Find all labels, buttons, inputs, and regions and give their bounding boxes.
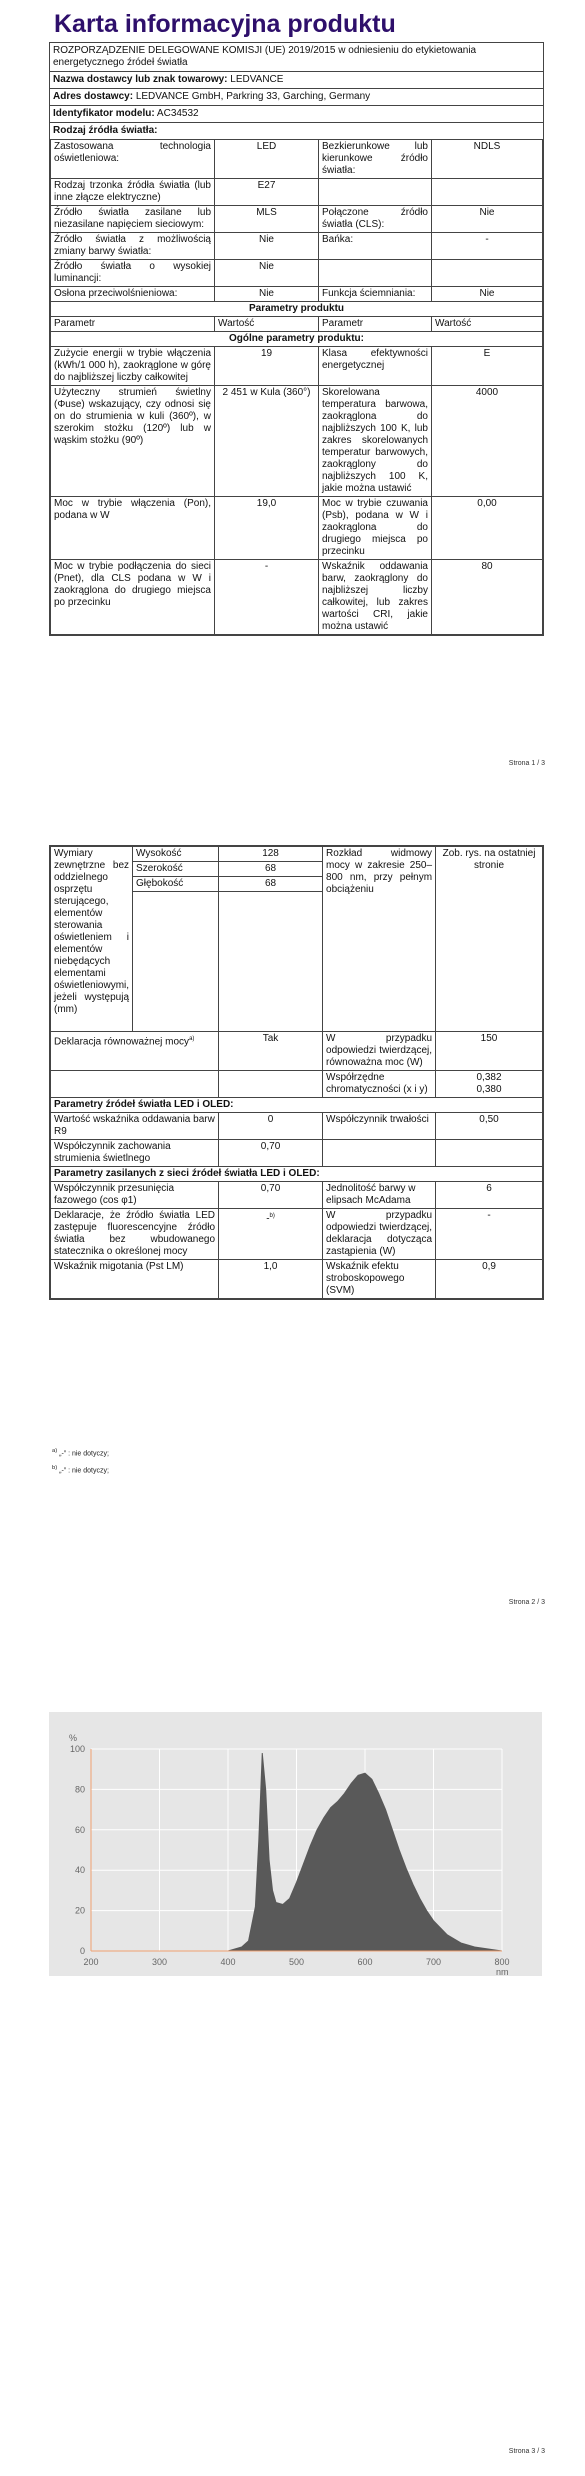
param-label: Skorelowana temperatura barwowa, zaokrąglona do najbliższych 100 K, lub zakres skorelowanych temperatur barwowych, zaokrąglony do najbliższych 100 K, jakie można ustawić xyxy=(319,386,432,497)
spectrum-area xyxy=(214,1753,502,1951)
x-tick-label: 200 xyxy=(83,1957,99,1967)
type-label: Rodzaj trzonka źródła światła (lub inne złącze elektryczne) xyxy=(51,179,215,206)
type-label: Źródło światła zasilane lub niezasilane napięciem sieciowym: xyxy=(51,206,215,233)
type-value xyxy=(432,179,543,206)
empty-cell xyxy=(219,1071,323,1098)
led-value: 0 xyxy=(219,1113,323,1140)
empty-cell xyxy=(51,1071,219,1098)
x-tick-label: 400 xyxy=(220,1957,236,1967)
type-label: Osłona przeciwolśnieniowa: xyxy=(51,287,215,302)
table-row xyxy=(51,1032,543,1071)
table-row xyxy=(51,1182,543,1209)
footnote xyxy=(52,1465,109,1474)
column-header: Wartość xyxy=(215,317,319,332)
column-header: Parametr xyxy=(319,317,432,332)
footnote-mark: a) xyxy=(189,1036,195,1042)
table-row xyxy=(51,347,543,386)
table-section-row xyxy=(51,1098,543,1113)
param-label: Zużycie energii w trybie włączenia (kWh/1 000 h), zaokrąglone w górę do najbliższej liczby całkowitej xyxy=(51,347,215,386)
type-label: Bezkierunkowe lub kierunkowe źródło światła: xyxy=(319,140,432,179)
led-label: Współczynnik trwałości xyxy=(323,1113,436,1140)
table-row xyxy=(51,233,543,260)
table-row xyxy=(51,1140,543,1167)
param-value: 4000 xyxy=(432,386,543,497)
page-footer: Strona 1 / 3 xyxy=(508,760,545,767)
x-tick-label: 300 xyxy=(151,1957,168,1967)
type-value: NDLS xyxy=(432,140,543,179)
dimension-value: 68 xyxy=(219,877,323,892)
product-sheet-frame xyxy=(49,42,544,636)
type-label: Połączone źródło światła (CLS): xyxy=(319,206,432,233)
table-section-row xyxy=(51,1167,543,1182)
led-value xyxy=(436,1140,543,1167)
chroma-y: 0,380 xyxy=(476,1084,502,1095)
dimension-spacer xyxy=(133,892,219,1032)
param-value: 0,00 xyxy=(432,497,543,560)
dimensions-table xyxy=(50,846,543,1299)
mains-label: Wskaźnik efektu stroboskopowego (SVM) xyxy=(323,1260,436,1299)
y-tick-label: 0 xyxy=(79,1946,85,1956)
model-id-label: Identyfikator modelu: xyxy=(53,108,155,119)
supplier-address-value: LEDVANCE GmbH, Parkring 33, Garching, Germany xyxy=(135,91,371,102)
mains-section-heading: Parametry zasilanych z sieci źródeł światła LED i OLED: xyxy=(51,1167,543,1182)
table-row xyxy=(51,140,543,179)
type-value: - xyxy=(432,233,543,260)
mains-value xyxy=(219,1209,323,1260)
param-label: Moc w trybie włączenia (Pon), podana w W xyxy=(51,497,215,560)
table-row xyxy=(51,206,543,233)
type-value: E27 xyxy=(215,179,319,206)
param-label: Moc w trybie podłączenia do sieci (Pnet), dla CLS podana w W i zaokrąglona do drugiego miejsca po przecinku xyxy=(51,560,215,635)
led-section-heading: Parametry źródeł światła LED i OLED: xyxy=(51,1098,543,1113)
table-row xyxy=(51,179,543,206)
spectrum-label: Rozkład widmowy mocy w zakresie 250–800 nm, przy pełnym obciążeniu xyxy=(323,847,436,1032)
footnote-text: „-” : nie dotyczy; xyxy=(59,1450,109,1458)
table-row xyxy=(51,1260,543,1299)
led-label xyxy=(323,1140,436,1167)
footnote-text: „-” : nie dotyczy; xyxy=(59,1467,109,1475)
table-row xyxy=(51,287,543,302)
page-footer: Strona 2 / 3 xyxy=(508,1599,545,1606)
table-row xyxy=(51,1113,543,1140)
type-label: Źródło światła z możliwością zmiany barwy światła: xyxy=(51,233,215,260)
equiv-power-value-2: 150 xyxy=(436,1032,543,1071)
param-value: E xyxy=(432,347,543,386)
type-label xyxy=(319,179,432,206)
light-source-type-heading: Rodzaj źródła światła: xyxy=(50,122,543,139)
led-value: 0,50 xyxy=(436,1113,543,1140)
chroma-values xyxy=(436,1071,543,1098)
page-footer: Strona 3 / 3 xyxy=(508,2448,545,2455)
mains-value-text: - xyxy=(266,1213,270,1225)
dimension-name: Szerokość xyxy=(133,862,219,877)
table-row xyxy=(51,260,543,287)
type-value: Nie xyxy=(432,287,543,302)
footnote-mark: b) xyxy=(52,1465,58,1471)
led-label: Wartość wskaźnika oddawania barw R9 xyxy=(51,1113,219,1140)
footnote-mark: a) xyxy=(52,1448,58,1454)
equiv-power-text: Deklaracja równoważnej mocy xyxy=(54,1036,190,1048)
spectrum-value: Zob. rys. na ostatniej stronie xyxy=(436,847,543,1032)
type-label: Bańka: xyxy=(319,233,432,260)
type-value: Nie xyxy=(215,233,319,260)
product-params-heading: Parametry produktu xyxy=(51,302,543,317)
y-tick-label: 20 xyxy=(74,1905,85,1916)
led-label: Współczynnik zachowania strumienia świetlnego xyxy=(51,1140,219,1167)
column-header: Parametr xyxy=(51,317,215,332)
dimension-name: Wysokość xyxy=(133,847,219,862)
mains-value: - xyxy=(436,1209,543,1260)
regulation-text: ROZPORZĄDZENIE DELEGOWANE KOMISJI (UE) 2019/2015 w odniesieniu do etykietowania energetycznego źródeł światła xyxy=(53,45,477,68)
x-axis-label: nm xyxy=(496,1967,509,1976)
table-row xyxy=(51,847,543,862)
table-row xyxy=(51,1209,543,1260)
mains-label: Deklaracje, że źródło światła LED zastępuje fluorescencyjne źródło światła bez wbudowanego statecznika o określonej mocy xyxy=(51,1209,219,1260)
equiv-power-label xyxy=(51,1032,219,1071)
equiv-power-value: Tak xyxy=(219,1032,323,1071)
type-value: Nie xyxy=(215,260,319,287)
x-tick-label: 500 xyxy=(288,1957,305,1967)
dimension-spacer xyxy=(219,892,323,1032)
model-id-value: AC34532 xyxy=(156,108,199,119)
dimension-name: Głębokość xyxy=(133,877,219,892)
supplier-address-row xyxy=(50,88,543,105)
mains-label: W przypadku odpowiedzi twierdzącej, deklaracja dotycząca zastąpienia (W) xyxy=(323,1209,436,1260)
table-header-row xyxy=(51,317,543,332)
spectrum-chart xyxy=(49,1712,542,1976)
param-label: Wskaźnik oddawania barw, zaokrąglony do najbliższej liczby całkowitej, lub zakres wartości CRI, jakie można ustawić xyxy=(319,560,432,635)
supplier-name-row xyxy=(50,71,543,88)
type-value: Nie xyxy=(432,206,543,233)
footnote-mark: b) xyxy=(269,1213,275,1219)
param-value: 80 xyxy=(432,560,543,635)
supplier-name-label: Nazwa dostawcy lub znak towarowy: xyxy=(53,74,228,85)
x-tick-label: 800 xyxy=(494,1957,510,1967)
supplier-name-value: LEDVANCE xyxy=(230,74,284,85)
param-label: Użyteczny strumień świetlny (Φuse) wskazujący, czy odnosi się on do strumienia w kuli (360º), w szerokim stożku (120º) lub w wąskim stożku (90º) xyxy=(51,386,215,497)
page-1 xyxy=(0,0,585,820)
table-section-row xyxy=(51,332,543,347)
y-tick-label: 60 xyxy=(74,1824,85,1835)
type-label xyxy=(319,260,432,287)
table-row xyxy=(51,1071,543,1098)
mains-value: 1,0 xyxy=(219,1260,323,1299)
type-value: Nie xyxy=(215,287,319,302)
page-title: Karta informacyjna produktu xyxy=(54,10,396,38)
param-label: Klasa efektywności energetycznej xyxy=(319,347,432,386)
type-value: MLS xyxy=(215,206,319,233)
y-tick-label: 100 xyxy=(69,1744,85,1754)
type-value: LED xyxy=(215,140,319,179)
model-id-row xyxy=(50,105,543,122)
y-axis-label: % xyxy=(69,1733,78,1743)
type-label: Funkcja ściemniania: xyxy=(319,287,432,302)
mains-label: Jednolitość barwy w elipsach McAdama xyxy=(323,1182,436,1209)
param-value: 2 451 w Kula (360°) xyxy=(215,386,319,497)
dimension-value: 68 xyxy=(219,862,323,877)
general-params-heading: Ogólne parametry produktu: xyxy=(51,332,543,347)
page-2 xyxy=(0,845,585,1645)
mains-value: 0,9 xyxy=(436,1260,543,1299)
supplier-address-label: Adres dostawcy: xyxy=(53,91,134,102)
y-tick-label: 80 xyxy=(74,1784,85,1795)
type-value xyxy=(432,260,543,287)
param-label: Moc w trybie czuwania (Psb), podana w W i zaokrąglona do drugiego miejsca po przecinku xyxy=(319,497,432,560)
table-row xyxy=(51,560,543,635)
mains-value: 6 xyxy=(436,1182,543,1209)
spectrum-chart-panel xyxy=(49,1712,542,1976)
y-tick-label: 40 xyxy=(74,1865,85,1876)
chroma-label: Współrzędne chromatyczności (x i y) xyxy=(323,1071,436,1098)
mains-label: Wskaźnik migotania (Pst LM) xyxy=(51,1260,219,1299)
mains-value: 0,70 xyxy=(219,1182,323,1209)
table-section-row xyxy=(51,302,543,317)
table-row xyxy=(51,497,543,560)
chroma-x: 0,382 xyxy=(476,1072,502,1083)
column-header: Wartość xyxy=(432,317,543,332)
x-tick-label: 600 xyxy=(357,1957,373,1967)
param-value: - xyxy=(215,560,319,635)
type-table xyxy=(50,139,543,635)
param-value: 19,0 xyxy=(215,497,319,560)
product-sheet-frame-2 xyxy=(49,845,544,1300)
footnote xyxy=(52,1448,109,1457)
param-value: 19 xyxy=(215,347,319,386)
equiv-power-label-2: W przypadku odpowiedzi twierdzącej, równoważna moc (W) xyxy=(323,1032,436,1071)
led-value: 0,70 xyxy=(219,1140,323,1167)
dimension-value: 128 xyxy=(219,847,323,862)
type-label: Źródło światła o wysokiej luminancji: xyxy=(51,260,215,287)
mains-label: Współczynnik przesunięcia fazowego (cos φ1) xyxy=(51,1182,219,1209)
type-label: Zastosowana technologia oświetleniowa: xyxy=(51,140,215,179)
dimensions-label: Wymiary zewnętrzne bez oddzielnego osprzętu sterującego, elementów sterowania oświetleniem i elementów niebędących elementami oświetleniowymi, jeżeli występują (mm) xyxy=(51,847,133,1032)
table-row xyxy=(51,386,543,497)
x-tick-label: 700 xyxy=(425,1957,442,1967)
